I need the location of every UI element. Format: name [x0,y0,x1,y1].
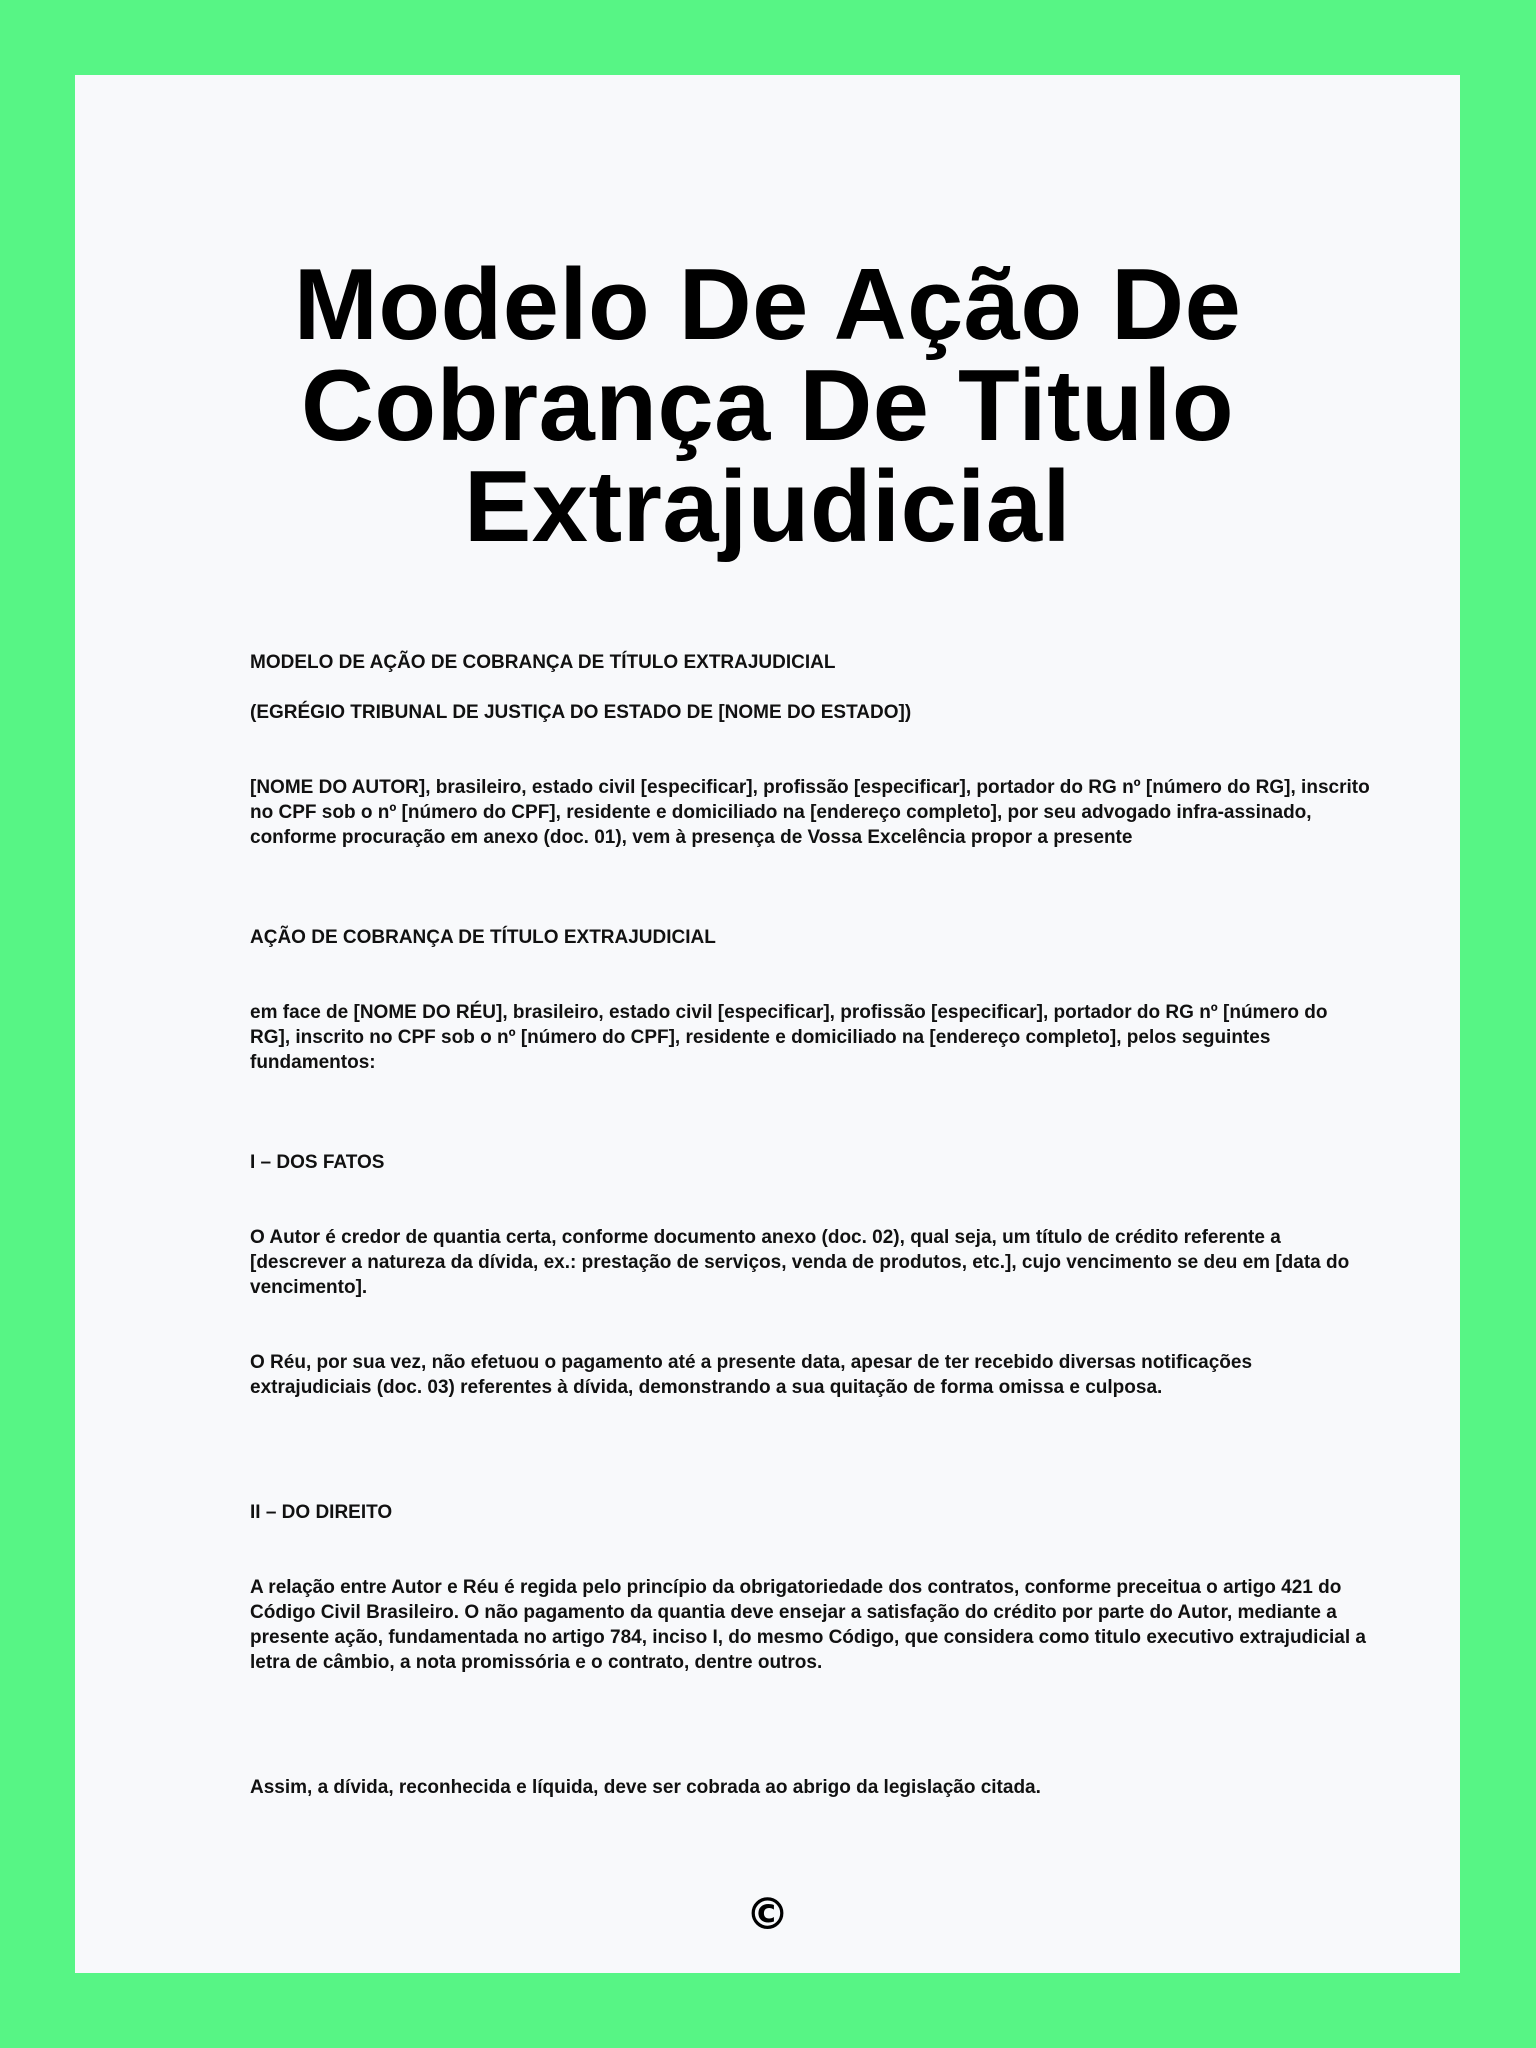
court-paragraph: (EGRÉGIO TRIBUNAL DE JUSTIÇA DO ESTADO DE [NOME DO ESTADO]) [250,702,912,723]
law-paragraph-1: A relação entre Autor e Réu é regida pelo princípio da obrigatoriedade dos contratos, conforme preceitua o artigo 421 do Código Civil Brasileiro. O não pagamento da quantia deve ensejar a satisfação do crédito por parte do Autor, mediante a presente ação, fundamentada no artigo 784, inciso I, do mesmo Código, que considera como titulo executivo extrajudicial a letra de câmbio, a nota promissória e o contrato, dentre outros. [250,1577,1366,1673]
heading-paragraph: MODELO DE AÇÃO DE COBRANÇA DE TÍTULO EXTRAJUDICIAL [250,652,836,673]
section-title-facts: I – DOS FATOS [250,1152,385,1173]
document-page [75,75,1460,1973]
title-line-1: Modelo De Ação De [293,249,1242,361]
document-title [75,249,1460,563]
defendant-paragraph: em face de [NOME DO RÉU], brasileiro, estado civil [especificar], profissão [especificar], portador do RG nº [número do RG], inscrito no CPF sob o nº [número do CPF], residente e domiciliado na [endereço completo], pelos seguintes fundamentos: [250,1002,1328,1073]
title-line-3: Extrajudicial [463,451,1072,563]
facts-paragraph-2: O Réu, por sua vez, não efetuou o pagamento até a presente data, apesar de ter recebido diversas notificações extrajudiciais (doc. 03) referentes à dívida, demonstrando a sua quitação de forma omissa e culposa. [250,1352,1253,1398]
section-title-law: II – DO DIREITO [250,1502,393,1523]
law-paragraph-2: Assim, a dívida, reconhecida e líquida, deve ser cobrada ao abrigo da legislação citada. [250,1777,1041,1798]
intro-paragraph: [NOME DO AUTOR], brasileiro, estado civil [especificar], profissão [especificar], portador do RG nº [número do RG], inscrito no CPF sob o nº [número do CPF], residente e domiciliado na [endereço completo], por seu advogado infra-assinado, conforme procuração em anexo (doc. 01), vem à presença de Vossa Excelência propor a presente [250,777,1370,848]
action-title: AÇÃO DE COBRANÇA DE TÍTULO EXTRAJUDICIAL [250,927,716,948]
copyright-icon: © [745,1889,790,1940]
title-line-2: Cobrança De Titulo [300,350,1235,462]
facts-paragraph-1: O Autor é credor de quantia certa, conforme documento anexo (doc. 02), qual seja, um título de crédito referente a [descrever a natureza da dívida, ex.: prestação de serviços, venda de produtos, etc.], cujo vencimento se deu em [data do vencimento]. [250,1227,1350,1298]
